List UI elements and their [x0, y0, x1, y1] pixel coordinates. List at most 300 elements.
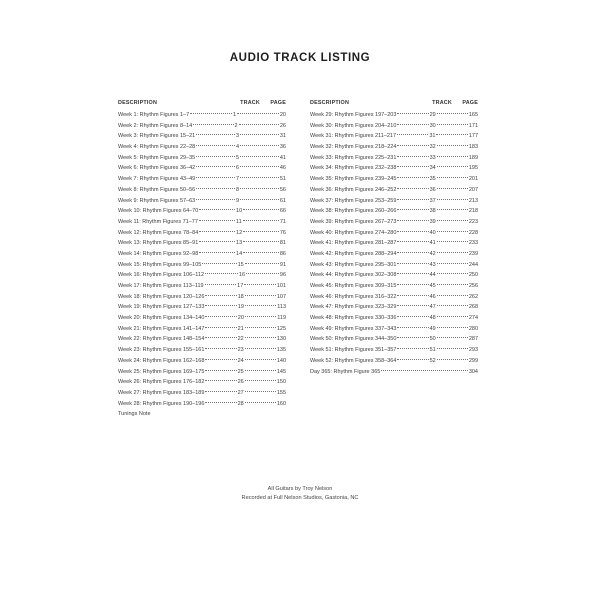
page-number: 119: [277, 315, 287, 322]
dot-leader: [205, 273, 238, 274]
dot-leader: [437, 177, 468, 178]
track-row: [310, 196, 478, 207]
track-row: [118, 142, 286, 153]
page-title: AUDIO TRACK LISTING: [229, 52, 371, 64]
track-number: 33: [429, 154, 436, 161]
track-row: [118, 281, 286, 292]
dot-leader: [397, 156, 428, 157]
page-number: 20: [279, 112, 286, 118]
dot-leader: [397, 231, 428, 232]
page-number: 91: [279, 261, 287, 268]
dot-leader: [245, 359, 276, 360]
header-description: DESCRIPTION: [310, 100, 350, 106]
dot-leader: [437, 124, 468, 125]
page-number: 177: [468, 133, 479, 140]
track-number: 39: [429, 218, 436, 225]
dot-leader: [437, 241, 468, 242]
page-number: 213: [468, 197, 479, 204]
track-description: Week 14: Rhythm Figures 92–98: [118, 250, 199, 257]
track-description: Week 43: Rhythm Figures 295–301: [310, 261, 397, 268]
page-number: 244: [468, 261, 479, 268]
page-number: 61: [279, 197, 286, 204]
page-number: 299: [468, 357, 479, 364]
dot-leader: [245, 305, 276, 306]
track-number: 7: [236, 176, 240, 183]
page-number: 165: [468, 112, 479, 118]
track-row: [310, 260, 478, 271]
credit-line: All Guitars by Troy Nelson: [267, 486, 333, 492]
track-number: 25: [237, 368, 244, 375]
track-description: Week 5: Rhythm Figures 29–35: [118, 154, 196, 161]
dot-leader: [205, 380, 236, 381]
track-number: 37: [429, 197, 436, 204]
track-row: [118, 260, 286, 271]
dot-leader: [245, 295, 276, 296]
track-row: [118, 367, 286, 378]
track-number: 47: [429, 304, 436, 311]
track-number: 17: [237, 283, 244, 289]
dot-leader: [205, 316, 236, 317]
page-number: 233: [468, 240, 479, 247]
track-description: Week 13: Rhythm Figures 85–91: [118, 240, 199, 247]
track-row: [310, 313, 478, 324]
page-number: 26: [279, 122, 286, 129]
dot-leader: [437, 199, 468, 200]
track-description: Week 46: Rhythm Figures 316–322: [310, 293, 397, 300]
track-description: Week 48: Rhythm Figures 330–336: [310, 315, 397, 322]
dot-leader: [397, 337, 428, 338]
dot-leader: [437, 145, 468, 146]
track-description: Week 28: Rhythm Figures 190–196: [118, 400, 205, 407]
track-description: Week 44: Rhythm Figures 302–308: [310, 272, 397, 279]
track-row: [118, 110, 286, 121]
track-description: Week 18: Rhythm Figures 120–126: [118, 293, 205, 300]
dot-leader: [205, 348, 236, 349]
track-number: 22: [237, 336, 244, 343]
dot-leader: [437, 284, 468, 285]
dot-leader: [437, 166, 468, 167]
dot-leader: [397, 359, 428, 360]
track-row: [118, 238, 286, 249]
track-description: Week 38: Rhythm Figures 260–266: [310, 208, 397, 215]
column-header: [118, 100, 286, 110]
track-number: 49: [429, 325, 436, 332]
track-row: [118, 334, 286, 345]
dot-leader: [196, 166, 235, 167]
page-number: 46: [279, 165, 286, 172]
dot-leader: [245, 370, 276, 371]
track-description: Week 51: Rhythm Figures 351–357: [310, 347, 397, 354]
dot-leader: [205, 327, 236, 328]
track-number: 24: [237, 357, 244, 364]
track-description: Week 2: Rhythm Figures 8–14: [118, 122, 193, 129]
track-list-right: [310, 100, 478, 377]
page-number: 207: [468, 186, 479, 193]
dot-leader: [437, 263, 468, 264]
track-number: 50: [429, 336, 436, 343]
track-number: 21: [237, 325, 244, 332]
page-number: 150: [276, 379, 287, 386]
track-number: 2: [234, 122, 238, 129]
dot-leader: [244, 284, 276, 285]
dot-leader: [205, 402, 236, 403]
track-row: [310, 281, 478, 292]
track-row: [310, 217, 478, 228]
page-number: 293: [468, 347, 479, 354]
dot-leader: [245, 263, 279, 264]
dot-leader: [437, 295, 468, 296]
dot-leader: [397, 316, 428, 317]
track-number: 26: [237, 379, 244, 386]
track-number: 14: [236, 250, 243, 257]
dot-leader: [205, 284, 237, 285]
track-description: Week 6: Rhythm Figures 36–42: [118, 165, 196, 172]
track-rows-right: [310, 110, 478, 377]
dot-leader: [437, 220, 468, 221]
dot-leader: [245, 380, 276, 381]
dot-leader: [205, 295, 236, 296]
header-page: PAGE: [270, 100, 286, 106]
track-description: Week 20: Rhythm Figures 134–140: [118, 315, 205, 322]
track-number: 43: [429, 261, 436, 268]
page-number: 125: [276, 325, 287, 332]
track-description: Week 23: Rhythm Figures 155–161: [118, 347, 205, 354]
header-page: PAGE: [462, 100, 478, 106]
track-row: [118, 131, 286, 142]
track-description: Week 35: Rhythm Figures 239–245: [310, 176, 397, 183]
track-description: Week 17: Rhythm Figures 113–119: [118, 283, 204, 289]
track-description: Week 12: Rhythm Figures 78–84: [118, 229, 199, 236]
track-number: 40: [429, 229, 436, 236]
dot-leader: [205, 337, 236, 338]
dot-leader: [437, 359, 468, 360]
page-number: 280: [468, 325, 479, 332]
track-number: 20: [237, 315, 244, 322]
page-number: 140: [276, 357, 287, 364]
track-number: 27: [237, 389, 244, 396]
track-description: Week 36: Rhythm Figures 246–252: [310, 186, 397, 193]
page-number: 171: [468, 122, 479, 129]
page-number: 107: [276, 293, 287, 300]
track-row: [310, 345, 478, 356]
dot-leader: [437, 188, 468, 189]
track-description: Day 365: Rhythm Figure 365: [310, 368, 381, 375]
page-number: 262: [468, 293, 479, 300]
track-row: [118, 249, 286, 260]
track-description: Week 47: Rhythm Figures 323–329: [310, 304, 397, 311]
dot-leader: [437, 252, 468, 253]
dot-leader: [437, 337, 468, 338]
track-row: [310, 174, 478, 185]
page-number: 274: [468, 315, 479, 322]
track-row: [118, 292, 286, 303]
track-row: [118, 163, 286, 174]
track-row: [118, 174, 286, 185]
page-number: 81: [279, 240, 286, 247]
track-number: 16: [238, 272, 246, 279]
track-row: [118, 409, 286, 420]
track-description: Week 32: Rhythm Figures 218–224: [310, 144, 397, 151]
track-number: 29: [429, 112, 436, 118]
dot-leader: [437, 209, 468, 210]
page-number: 101: [276, 283, 287, 289]
dot-leader: [245, 327, 276, 328]
track-row: [118, 324, 286, 335]
track-description: Tunings Note: [118, 411, 151, 418]
track-row: [310, 324, 478, 335]
track-number: 45: [429, 283, 436, 289]
header-track: TRACK: [432, 100, 452, 106]
track-description: Week 10: Rhythm Figures 64–70: [118, 208, 199, 215]
page-number: 189: [468, 154, 479, 161]
track-number: 34: [429, 165, 436, 172]
track-description: Week 3: Rhythm Figures 15–21: [118, 133, 196, 140]
dot-leader: [243, 231, 279, 232]
page-number: 256: [468, 283, 479, 289]
track-rows-left: [118, 110, 286, 420]
track-number: 35: [429, 176, 436, 183]
track-row: [310, 131, 478, 142]
page-number: 223: [468, 218, 479, 225]
track-number: 28: [237, 400, 244, 407]
track-number: 51: [429, 347, 436, 354]
track-description: Week 16: Rhythm Figures 106–112: [118, 272, 205, 279]
page-number: 56: [279, 186, 286, 193]
dot-leader: [436, 134, 467, 135]
dot-leader: [243, 241, 279, 242]
track-row: [118, 153, 286, 164]
track-row: [310, 110, 478, 121]
track-description: Week 24: Rhythm Figures 162–168: [118, 357, 205, 364]
track-number: 15: [237, 261, 244, 268]
dot-leader: [199, 209, 235, 210]
dot-leader: [397, 284, 428, 285]
dot-leader: [240, 156, 279, 157]
dot-leader: [397, 113, 428, 114]
dot-leader: [397, 263, 428, 264]
dot-leader: [240, 177, 279, 178]
page-number: 287: [468, 336, 479, 343]
dot-leader: [381, 370, 467, 371]
dot-leader: [397, 295, 428, 296]
dot-leader: [245, 337, 276, 338]
track-number: 9: [236, 197, 240, 204]
track-number: 18: [237, 293, 244, 300]
track-description: Week 34: Rhythm Figures 232–238: [310, 165, 397, 172]
track-list-left: [118, 100, 286, 420]
track-row: [310, 121, 478, 132]
track-row: [118, 196, 286, 207]
track-row: [118, 206, 286, 217]
header-description: DESCRIPTION: [118, 100, 158, 106]
track-number: 42: [429, 250, 436, 257]
track-row: [310, 142, 478, 153]
page-number: 145: [276, 368, 287, 375]
track-description: Week 7: Rhythm Figures 43–49: [118, 176, 196, 183]
track-row: [118, 356, 286, 367]
page-number: 66: [279, 208, 286, 215]
track-number: 4: [236, 144, 240, 151]
page-number: 304: [468, 368, 478, 375]
header-track: TRACK: [240, 100, 260, 106]
page-number: 239: [468, 250, 479, 257]
dot-leader: [205, 359, 236, 360]
track-row: [310, 163, 478, 174]
dot-leader: [245, 348, 276, 349]
track-description: Week 37: Rhythm Figures 253–259: [310, 197, 397, 204]
track-row: [310, 185, 478, 196]
dot-leader: [437, 305, 468, 306]
track-description: Week 45: Rhythm Figures 309–315: [310, 283, 397, 289]
credit-line: Recorded at Full Nelson Studios, Gastonia, NC: [241, 495, 359, 501]
dot-leader: [243, 209, 279, 210]
track-row: [118, 313, 286, 324]
dot-leader: [240, 134, 279, 135]
track-row: [118, 345, 286, 356]
track-description: Week 15: Rhythm Figures 99–105: [118, 261, 202, 268]
dot-leader: [437, 231, 468, 232]
track-description: Week 9: Rhythm Figures 57–63: [118, 197, 196, 204]
track-description: Week 26: Rhythm Figures 176–182: [118, 379, 205, 386]
track-row: [118, 302, 286, 313]
track-number: 41: [429, 240, 436, 247]
track-number: 44: [429, 272, 436, 279]
dot-leader: [245, 391, 276, 392]
dot-leader: [196, 188, 235, 189]
dot-leader: [205, 370, 236, 371]
page-number: 195: [468, 165, 479, 172]
dot-leader: [437, 327, 468, 328]
track-description: Week 19: Rhythm Figures 127–133: [118, 304, 205, 311]
dot-leader: [199, 220, 235, 221]
dot-leader: [199, 252, 235, 253]
track-number: 31: [429, 133, 436, 140]
dot-leader: [437, 348, 468, 349]
dot-leader: [245, 402, 276, 403]
dot-leader: [245, 316, 276, 317]
column-header: [310, 100, 478, 110]
dot-leader: [205, 391, 236, 392]
track-row: [310, 238, 478, 249]
dot-leader: [437, 156, 468, 157]
page-number: 113: [277, 304, 287, 311]
dot-leader: [397, 305, 428, 306]
track-number: 23: [237, 347, 244, 354]
track-row: [310, 367, 478, 378]
track-number: 5: [236, 154, 240, 161]
track-row: [118, 270, 286, 281]
dot-leader: [397, 124, 428, 125]
dot-leader: [397, 241, 428, 242]
track-description: Week 21: Rhythm Figures 141–147: [118, 325, 205, 332]
track-description: Week 40: Rhythm Figures 274–280: [310, 229, 397, 236]
page-number: 51: [279, 176, 286, 183]
dot-leader: [243, 220, 279, 221]
track-description: Week 31: Rhythm Figures 211–217: [310, 133, 397, 140]
track-description: Week 50: Rhythm Figures 344–350: [310, 336, 397, 343]
track-row: [310, 302, 478, 313]
dot-leader: [397, 209, 428, 210]
dot-leader: [437, 273, 468, 274]
dot-leader: [237, 113, 279, 114]
page-number: 268: [468, 304, 479, 311]
track-description: Week 25: Rhythm Figures 169–175: [118, 368, 205, 375]
track-row: [310, 249, 478, 260]
track-row: [310, 206, 478, 217]
track-description: Week 29: Rhythm Figures 197–203: [310, 112, 397, 118]
page-number: 86: [279, 250, 286, 257]
track-description: Week 30: Rhythm Figures 204–210: [310, 122, 397, 129]
dot-leader: [397, 327, 428, 328]
track-description: Week 39: Rhythm Figures 267–273: [310, 218, 397, 225]
page-number: 96: [279, 272, 287, 279]
track-description: Week 8: Rhythm Figures 50–56: [118, 186, 196, 193]
track-row: [118, 399, 286, 410]
page-number: 130: [276, 336, 287, 343]
dot-leader: [196, 134, 235, 135]
page-number: 183: [468, 144, 479, 151]
track-number: 1: [232, 112, 237, 118]
dot-leader: [397, 273, 428, 274]
track-row: [118, 121, 286, 132]
dot-leader: [193, 124, 233, 125]
track-row: [118, 388, 286, 399]
track-number: 30: [429, 122, 436, 129]
dot-leader: [437, 113, 468, 114]
dot-leader: [190, 113, 232, 114]
track-row: [310, 356, 478, 367]
dot-leader: [196, 199, 235, 200]
track-description: Week 11: Rhythm Figures 71–77: [118, 218, 198, 225]
track-row: [118, 377, 286, 388]
track-row: [310, 270, 478, 281]
dot-leader: [202, 263, 236, 264]
track-number: 48: [429, 315, 436, 322]
dot-leader: [199, 241, 235, 242]
track-number: 12: [236, 229, 243, 236]
dot-leader: [240, 166, 279, 167]
dot-leader: [240, 145, 279, 146]
dot-leader: [240, 199, 279, 200]
page-number: 160: [276, 400, 287, 407]
dot-leader: [199, 231, 235, 232]
page-number: 135: [276, 347, 287, 354]
page-number: 41: [279, 154, 286, 161]
dot-leader: [246, 273, 279, 274]
track-number: 8: [236, 186, 240, 193]
page-number: 228: [468, 229, 479, 236]
track-number: 19: [237, 304, 244, 311]
track-description: Week 42: Rhythm Figures 288–294: [310, 250, 397, 257]
dot-leader: [196, 156, 235, 157]
dot-leader: [196, 177, 235, 178]
dot-leader: [205, 305, 236, 306]
track-number: 38: [429, 208, 436, 215]
track-number: 32: [429, 144, 436, 151]
track-description: Week 49: Rhythm Figures 337–343: [310, 325, 397, 332]
dot-leader: [239, 124, 279, 125]
credits: [0, 485, 600, 503]
track-description: Week 33: Rhythm Figures 225–231: [310, 154, 397, 161]
dot-leader: [397, 220, 428, 221]
dot-leader: [397, 166, 428, 167]
track-row: [310, 153, 478, 164]
page-number: 31: [279, 133, 286, 140]
track-description: Week 22: Rhythm Figures 148–154: [118, 336, 205, 343]
page-number: 218: [468, 208, 479, 215]
track-number: 52: [429, 357, 436, 364]
page-number: 36: [279, 144, 286, 151]
